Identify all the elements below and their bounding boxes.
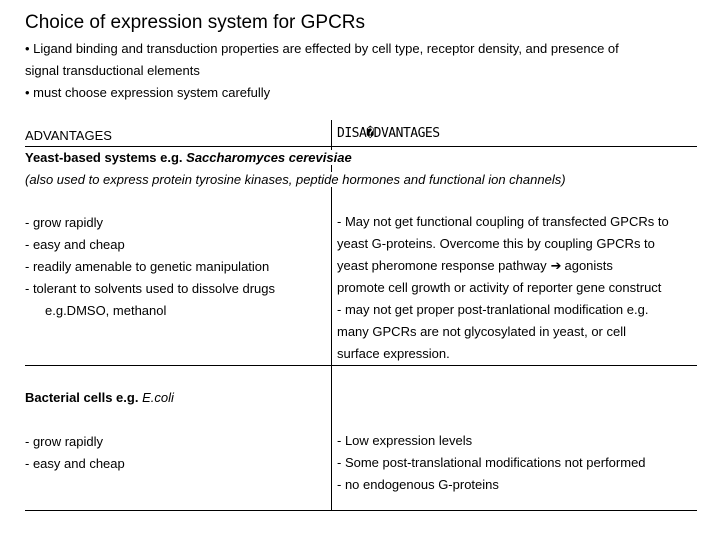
header-divider: [25, 146, 697, 147]
bullet-choose-carefully: • must choose expression system carefully: [25, 85, 271, 100]
list-item: - Some post-translational modifications not performed: [337, 455, 646, 470]
right-arrow-icon: ➔: [550, 258, 562, 273]
disadvantages-header: DISA�DVANTAGES: [337, 126, 440, 141]
list-item: - May not get functional coupling of transfected GPCRs to: [337, 214, 669, 229]
list-item: e.g.DMSO, methanol: [45, 303, 167, 318]
list-item: yeast G-proteins. Overcome this by coupling GPCRs to: [337, 236, 655, 251]
list-item: many GPCRs are not glycosylated in yeast, or cell: [337, 324, 627, 339]
bacterial-advantages-list: [25, 431, 125, 475]
yeast-label: Yeast-based systems e.g.: [25, 150, 187, 165]
pathway-text: yeast pheromone response pathway: [337, 258, 547, 273]
bacterial-label: Bacterial cells e.g.: [25, 390, 143, 405]
bacterial-section-title: [25, 390, 174, 405]
bullet-continuation: signal transductional elements: [25, 63, 200, 78]
yeast-note: (also used to express protein tyrosine kinases, peptide hormones and functional ion channels): [25, 172, 566, 187]
yeast-disadvantages-list: [337, 211, 669, 365]
advantages-header: ADVANTAGES: [25, 128, 112, 143]
yeast-section-title: [25, 150, 354, 165]
list-item: - tolerant to solvents used to dissolve drugs: [25, 281, 276, 296]
list-item: - grow rapidly: [25, 434, 104, 449]
agonists-text: agonists: [564, 258, 613, 273]
list-item: - easy and cheap: [25, 456, 125, 471]
bacterial-disadvantages-list: [337, 430, 646, 496]
section-divider: [25, 365, 697, 366]
table-bottom-border: [25, 510, 697, 511]
list-item: - no endogenous G-proteins: [337, 477, 499, 492]
list-item: - grow rapidly: [25, 215, 104, 230]
yeast-advantages-list: [25, 212, 275, 322]
list-item: [337, 255, 669, 277]
yeast-organism: Saccharomyces cerevisiae: [186, 150, 352, 165]
list-item: - readily amenable to genetic manipulation: [25, 259, 270, 274]
list-item: surface expression.: [337, 346, 450, 361]
list-item: - easy and cheap: [25, 237, 125, 252]
bullet-ligand-binding: • Ligand binding and transduction properties are effected by cell type, receptor density, and presence of: [25, 41, 619, 56]
page-title: Choice of expression system for GPCRs: [25, 12, 366, 33]
bacterial-organism: E.coli: [142, 390, 174, 405]
list-item: promote cell growth or activity of reporter gene construct: [337, 280, 662, 295]
list-item: - may not get proper post-tranlational modification e.g.: [337, 302, 649, 317]
list-item: - Low expression levels: [337, 433, 473, 448]
